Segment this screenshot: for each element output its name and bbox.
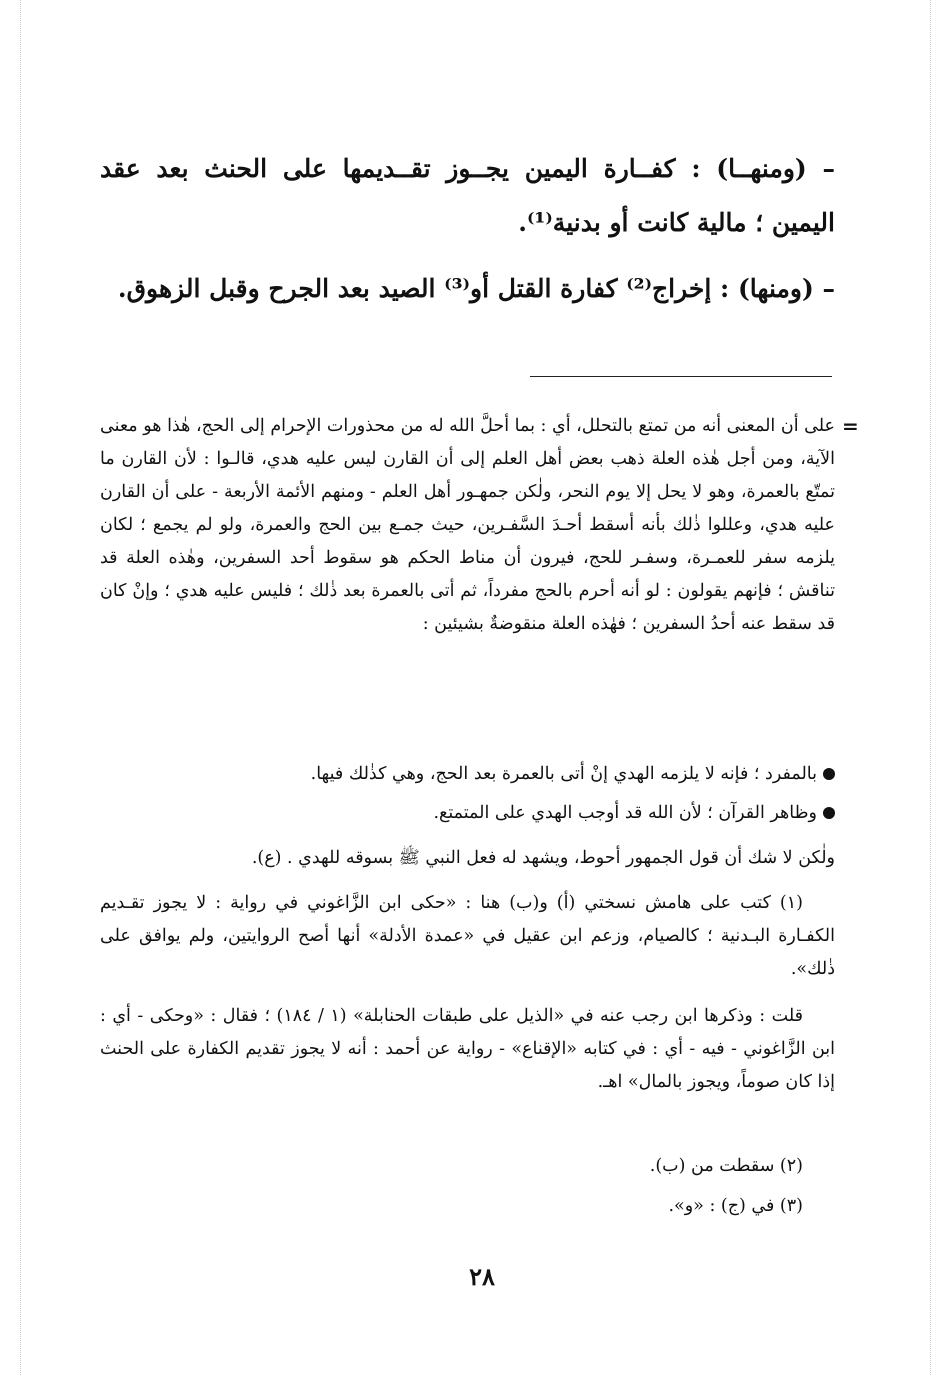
- footnote-separator: [530, 376, 832, 377]
- paragraph-text: كفــارة اليمين يجــوز تقــديمها على الحنث بعد عقد اليمين ؛ مالية كانت أو بدنية⁽¹⁾.: [100, 154, 835, 237]
- scan-edge-left: [20, 0, 21, 1375]
- footnote-1-quote: قلت : وذكرها ابن رجب عنه في «الذيل على طبقات الحنابلة» (١ / ١٨٤) ؛ فقال : «وحكى - أي : ابن الزَّاغوني - فيه - أي : في كتابه «الإقناع» - رواية عن أحمد : أنه لا يجوز تقديم الكفارة على الحنث إذا كان صوماً، ويجوز بالمال» اهـ.: [100, 1006, 835, 1092]
- footnote-bullet-2: [100, 797, 835, 830]
- footnote-continuation: على أن المعنى أنه من تمتع بالتحلل، أي : بما أحلَّ الله له من محذورات الإحرام إلى الحج، هٰذا هو معنى الآية، ومن أجل هٰذه العلة ذهب بعض أهل العلم إلى أن القارن ليس عليه هدي، قالـوا : لأن القارن ما تمتّع بالعمرة، وهو لا يحل إلا يوم النحر، ولٰكن جمهـور أهل العلم - ومنهم الأئمة الأربعة - على أن القارن عليه هدي، وعللوا ذٰلك بأنه أسقط أحـدَ السَّفـرين، حيث جمـع بين الحج والعمرة، ولو لم يجمع ؛ لكان يلزمه سفر للعمـرة، وسفـر للحج، فيرون أن مناط الحكم هو سقوط أحد السفرين، وهٰذه العلة قد تناقش ؛ فإنهم يقولون : لو أنه أحرم بالحج مفرداً، ثم أتى بالعمرة بعد ذٰلك ؛ فليس عليه هدي ؛ وإنْ كان قد سقط عنه أحدُ السفرين ؛ فهٰذه العلة منقوضةٌ بشيئين :: [100, 416, 835, 634]
- bullet-text: وظاهر القرآن ؛ لأن الله قد أوجب الهدي على المتمتع.: [433, 803, 817, 823]
- continuation-marker: =: [842, 414, 859, 438]
- paragraph-text: إخراج⁽²⁾ كفارة القتل أو⁽³⁾ الصيد بعد الجرح وقبل الزهوق.: [117, 274, 712, 303]
- paragraph-lead: – (ومنها) :: [720, 274, 835, 303]
- bullet-icon: [823, 768, 835, 780]
- bullet-text: بالمفرد ؛ فإنه لا يلزمه الهدي إنْ أتى بالعمرة بعد الحج، وهي كذٰلك فيها.: [310, 764, 817, 784]
- main-paragraph-2: [100, 262, 835, 316]
- footnote-1: (١) كتب على هامش نسختي (أ) و(ب) هنا : «حكى ابن الزَّاغوني في رواية : لا يجوز تقـديم الكفـارة البـدنية ؛ كالصيام، وزعم ابن عقيل في «عمدة الأدلة» أنها أصح الروايتين، ولم يوافق على ذٰلك».: [100, 893, 835, 979]
- scan-edge-right: [930, 0, 931, 1375]
- footnote-closing: ولٰكن لا شك أن قول الجمهور أحوط، ويشهد له فعل النبي ﷺ بسوقه للهدي . (ع).: [251, 848, 835, 868]
- paragraph-lead: – (ومنهــا) :: [691, 154, 835, 183]
- bullet-icon: [823, 807, 835, 819]
- main-paragraph-1: [100, 142, 835, 250]
- footnote-2: (٢) سقطت من (ب).: [649, 1156, 803, 1176]
- footnote-3: (٣) في (ج) : «و».: [668, 1196, 803, 1216]
- page-number: ٢٨: [469, 1262, 495, 1291]
- footnote-bullet-1: [100, 758, 835, 791]
